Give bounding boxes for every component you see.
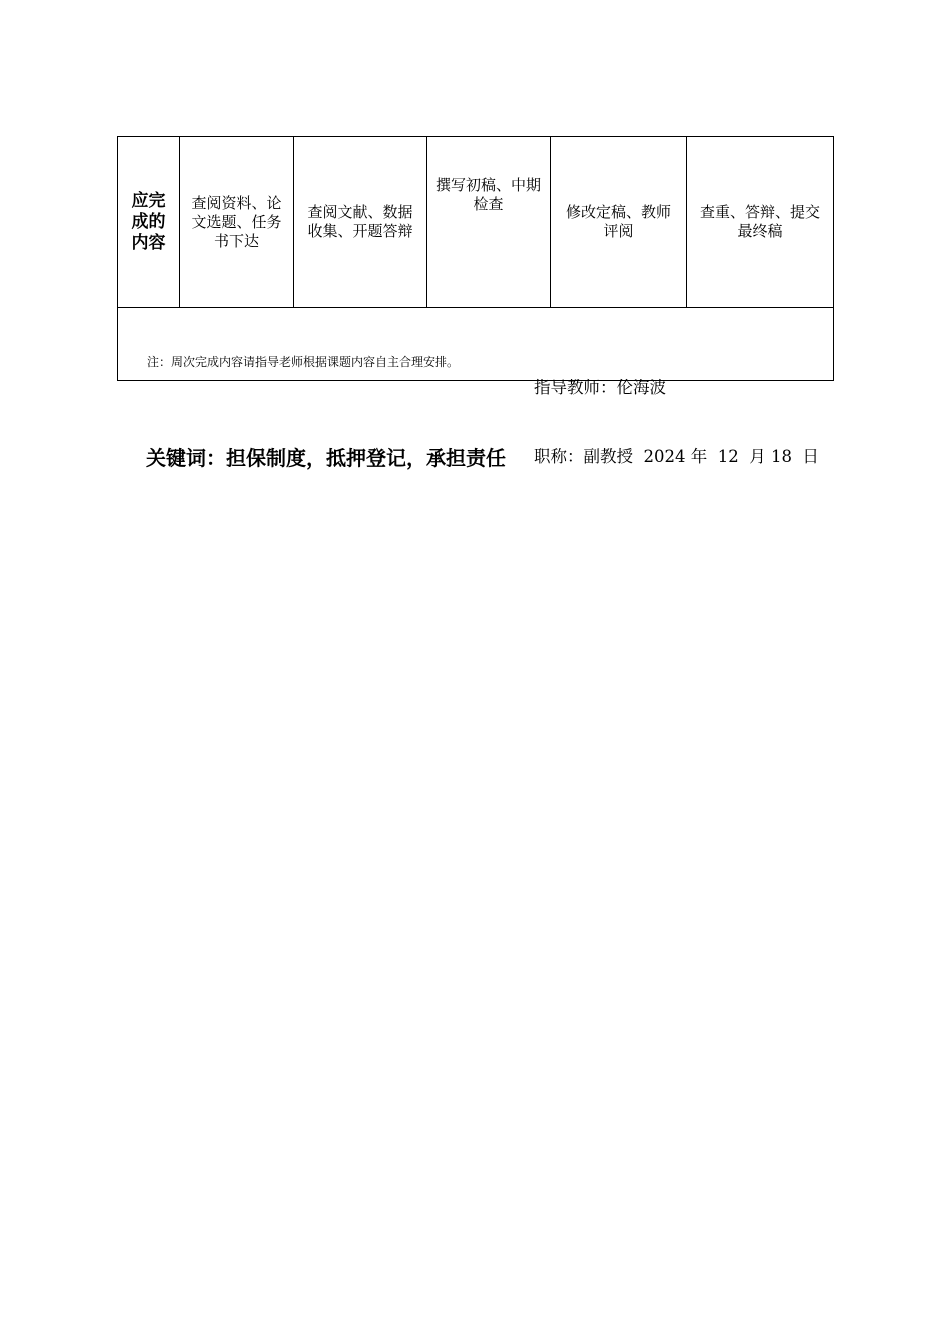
task-line: 查阅文献、数据 <box>307 203 413 221</box>
keywords-line: 关键词：担保制度，抵押登记，承担责任 <box>146 446 506 470</box>
task-line: 评阅 <box>603 222 634 240</box>
task-line: 检查 <box>473 195 504 213</box>
task-cell-4 <box>551 137 687 308</box>
task-line: 最终稿 <box>737 222 783 240</box>
row-header-line: 成的 <box>131 211 166 232</box>
task-line: 查重、答辩、提交 <box>699 203 820 221</box>
task-cell-5 <box>687 137 834 308</box>
task-cell-2 <box>294 137 427 308</box>
advisor-line: 指导教师：伦海波 <box>534 378 666 397</box>
task-cell-1 <box>180 137 294 308</box>
task-line: 收集、开题答辩 <box>307 222 413 240</box>
row-header-line: 应完 <box>131 190 166 211</box>
task-line: 文选题、任务 <box>191 212 282 231</box>
task-line: 查阅资料、论 <box>191 193 282 212</box>
table-row <box>118 137 834 308</box>
task-cell-3 <box>427 137 551 308</box>
task-line: 书下达 <box>213 231 259 250</box>
task-line: 修改定稿、教师 <box>565 203 671 221</box>
title-date-line: 职称：副教授 2024 年 12 月 18 日 <box>534 447 819 466</box>
row-header-line: 内容 <box>131 232 166 253</box>
footnote: 注：周次完成内容请指导老师根据课题内容自主合理安排。 <box>147 355 460 369</box>
signature-block <box>534 330 819 514</box>
row-header-cell <box>118 137 180 308</box>
task-line: 撰写初稿、中期 <box>435 176 541 194</box>
